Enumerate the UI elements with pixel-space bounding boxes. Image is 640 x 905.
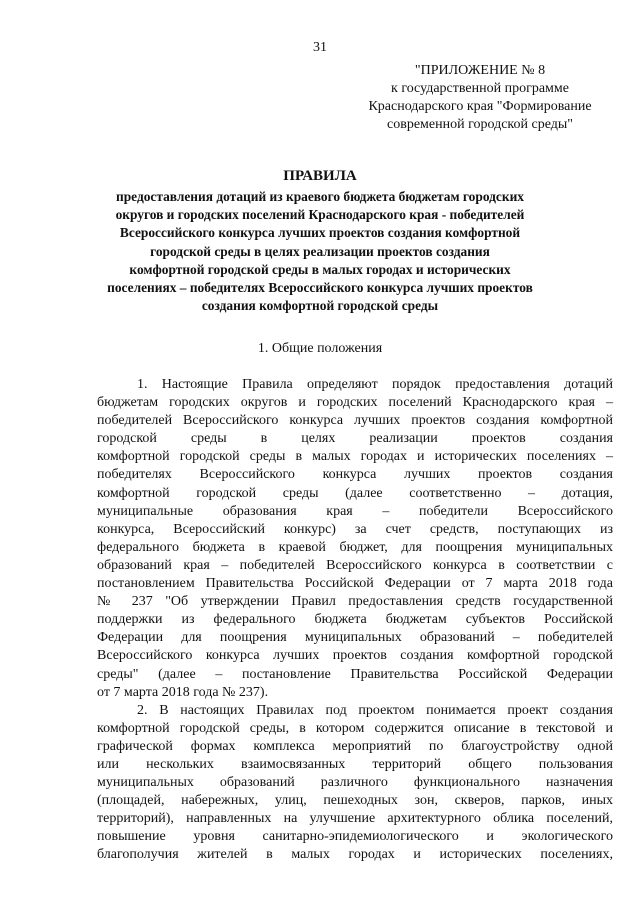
paragraph-1-line: городской среды в целях реализации проектов создания [97,431,613,447]
paragraph-1-line: Всероссийского конкурса лучших проектов создания комфортной городской [97,648,613,664]
page-number: 31 [313,40,327,55]
paragraph-2-line: повышение уровня санитарно-эпидемиологического и экологического [97,829,613,845]
paragraph-1-line: постановлением Правительства Российской Федерации от 7 марта 2018 года [97,576,613,592]
subtitle-line: создания комфортной городской среды [201,298,439,314]
paragraph-1-line: комфортной городской среды в малых городах и исторических поселениях – [97,449,613,465]
paragraph-1-line: 1. Настоящие Правила определяют порядок предоставления дотаций [137,377,613,392]
paragraph-1-line: бюджетам городских округов и городских поселений Краснодарского края – [97,395,613,411]
subtitle-line: округов и городских поселений Краснодарского края - победителей [115,207,525,223]
paragraph-1-line: муниципальные образования края – победители Всероссийского [97,503,613,519]
paragraph-1-line: № 237 "Об утверждении Правил предоставления средств государственной [97,594,613,610]
paragraph-1-line: Федерации для поощрения муниципальных образований – победителей [97,630,613,646]
subtitle-line: предоставления дотаций из краевого бюджета бюджетам городских [116,189,524,204]
appendix-line: к государственной программе [391,81,569,96]
section-title: 1. Общие положения [257,341,383,356]
paragraph-1-line: федерального бюджета в краевой бюджет, для поощрения муниципальных [97,539,613,555]
appendix-header [345,62,615,134]
paragraph-1-line: образований края – победителей Всероссийского конкурса в соответствии с [97,557,613,573]
paragraph-2-line: (площадей, набережных, улиц, пешеходных зон, скверов, парков, иных [97,793,613,809]
paragraph-1-line: среды" (далее – постановление Правительства Российской Федерации [97,666,613,682]
paragraph-2-line: комфортной городской среды, в котором содержится описание в текстовой и [97,720,613,736]
subtitle-line: поселениях – победителях Всероссийского конкурса лучших проектов [107,280,533,296]
paragraph-2-line: благополучия жителей в малых городах и исторических поселениях, [97,847,613,863]
appendix-line: современной городской среды" [387,117,573,132]
paragraph-2-line: или нескольких взаимосвязанных территорий общего пользования [97,756,613,772]
paragraph-2-line: графической формах комплекса мероприятий по благоустройству одной [97,738,613,754]
subtitle-line: городской среды в целях реализации проектов создания [150,243,490,259]
paragraph-2-line: территорий), направленных на улучшение архитектурного облика поселений, [97,811,613,827]
paragraph-2-line: муниципальных образований различного функционального назначения [97,775,613,791]
paragraph-1-line: победителей Всероссийского конкурса лучших проектов создания комфортной [97,413,613,429]
subtitle-line: Всероссийского конкурса лучших проектов создания комфортной [119,225,521,241]
paragraph-1-line: поддержки из федерального бюджета бюджетам субъектов Российской [97,612,613,628]
document-subtitle [95,188,545,315]
paragraph-2-line: 2. В настоящих Правилах под проектом понимается проект создания [137,702,613,718]
subtitle-line: комфортной городской среды в малых городах и исторических [129,261,511,277]
appendix-line: Краснодарского края "Формирование [368,99,592,114]
paragraph-1-line: победителях Всероссийского конкурса лучших проектов создания [97,467,613,483]
paragraph-1-line: конкурса, Всероссийский конкурс) за счет средств, поступающих из [97,521,613,537]
document-title: ПРАВИЛА [283,168,357,184]
paragraph-1-line: от 7 марта 2018 года № 237). [97,684,269,700]
body-text [97,376,613,865]
paragraph-1-line: комфортной городской среды (далее соответственно – дотация, [97,485,613,501]
appendix-line: "ПРИЛОЖЕНИЕ № 8 [414,63,546,78]
